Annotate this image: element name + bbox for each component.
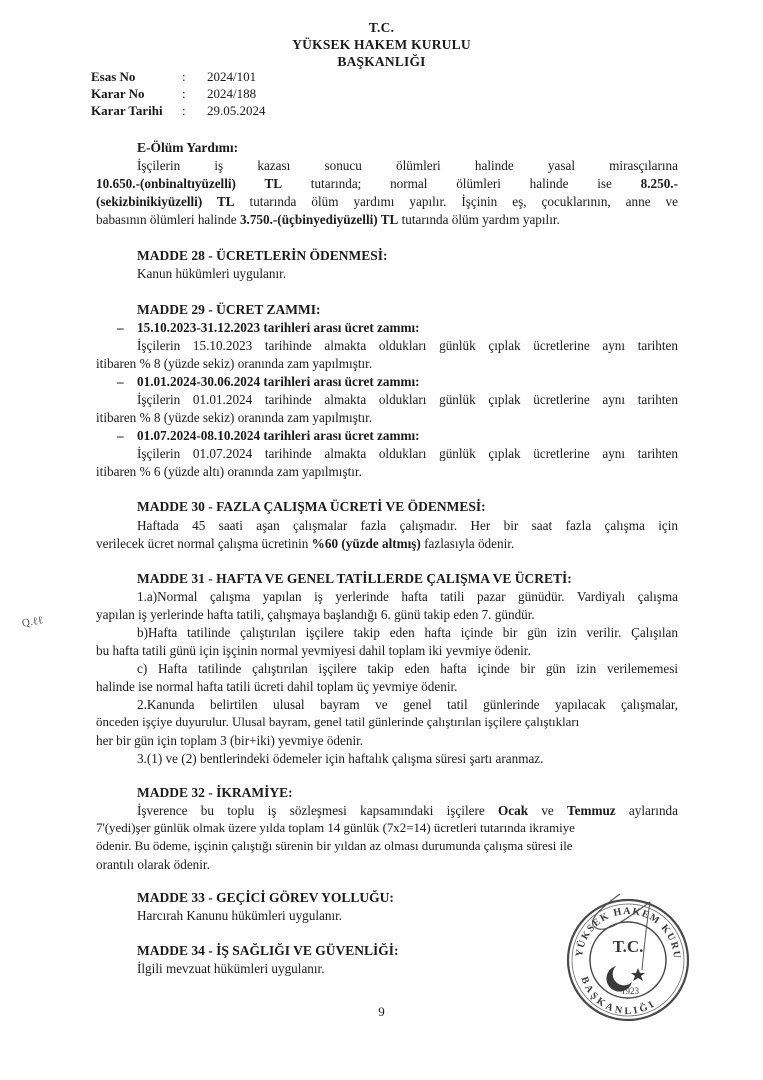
body-text: aylarında (615, 803, 678, 818)
meta-value-karar: 2024/188 (207, 86, 257, 101)
meta-value-esas: 2024/101 (207, 69, 257, 84)
article-heading-30: MADDE 30 - FAZLA ÇALIŞMA ÜCRETİ VE ÖDENMESİ: (137, 499, 486, 514)
body-line (96, 176, 678, 192)
body-line: Haftada 45 saati aşan çalışmalar fazla çalışmadır. Her bir saat fazla çalışma için (137, 518, 678, 533)
period-title: 01.01.2024-30.06.2024 tarihleri arası ücret zammı: (137, 374, 420, 389)
body-line: yapılan iş yerlerinde hafta tatili, çalışmaya başlandığı 6. günü takip eden 7. gündür. (96, 607, 535, 622)
body-text: ve (528, 803, 568, 818)
margin-initials: Q.ℓℓ (21, 614, 45, 630)
rate-bold: %60 (yüzde altmış) (311, 536, 421, 551)
month-bold: Temmuz (567, 803, 616, 818)
body-line (96, 212, 678, 228)
meta-value-tarih: 29.05.2024 (207, 103, 266, 118)
amount-bold: 10.650.-(onbinaltıyüzelli) TL (96, 176, 283, 191)
body-line: halinde ise normal hafta tatili ücreti dahil toplam üç yevmiye ödenir. (96, 679, 458, 694)
seal-graphic (558, 888, 698, 1028)
meta-colon: : (182, 103, 186, 118)
article-heading-29: MADDE 29 - ÜCRET ZAMMI: (137, 302, 321, 317)
body-line (96, 536, 678, 552)
bullet-dash: – (117, 320, 124, 335)
article-text: İlgili mevzuat hükümleri uygulanır. (137, 961, 325, 976)
official-seal (558, 888, 698, 1033)
seal-ring-top: YÜKSEK HAKEM KURU (573, 905, 683, 961)
body-line: İşçilerin 01.01.2024 tarihinde almakta oldukları günlük çıplak ücretlerine aynı tarihten (137, 392, 678, 407)
bullet-dash: – (117, 428, 124, 443)
article-heading-33: MADDE 33 - GEÇİCİ GÖREV YOLLUĞU: (137, 890, 394, 905)
article-heading-34: MADDE 34 - İŞ SAĞLIĞI VE GÜVENLİĞİ: (137, 943, 399, 958)
body-text: verilecek ücret normal çalışma ücretinin (96, 536, 312, 551)
body-line: 3.(1) ve (2) bentlerindeki ödemeler için haftalık çalışma süresi şartı aranmaz. (137, 751, 544, 766)
body-text: fazlasıyla ödenir. (420, 536, 515, 551)
body-line (137, 803, 678, 819)
meta-label-esas: Esas No (91, 69, 136, 84)
header-tc: T.C. (368, 20, 395, 35)
amount-bold: 8.250.- (640, 176, 678, 191)
body-line: İşçilerin 01.07.2024 tarihinde almakta oldukları günlük çıplak ücretlerine aynı tarihten (137, 446, 678, 461)
section-heading-e-olum: E-Ölüm Yardımı: (137, 140, 239, 155)
body-line: 7'(yedi)şer günlük olmak üzere yılda toplam 14 günlük (7x2=14) ücretleri tutarında ikramiye (96, 821, 575, 835)
meta-colon: : (182, 69, 186, 84)
body-text: tutarında ölüm yardım yapılır. (398, 212, 560, 227)
body-line: orantılı olarak ödenir. (96, 857, 210, 872)
body-line: İşçilerin 15.10.2023 tarihinde almakta oldukları günlük çıplak ücretlerine aynı tarihten (137, 338, 678, 353)
body-line: İşçilerin iş kazası sonucu ölümleri halinde yasal mirasçılarına (137, 158, 678, 173)
meta-colon: : (182, 86, 186, 101)
seal-center: T.C. (612, 937, 644, 956)
body-text: İşverence bu toplu iş sözleşmesi kapsamındaki işçilere (137, 803, 498, 818)
article-heading-31: MADDE 31 - HAFTA VE GENEL TATİLLERDE ÇALIŞMA VE ÜCRETİ: (137, 571, 572, 586)
body-line: ödenir. Bu ödeme, işçinin çalıştığı sürenin bir yıldan az olması durumunda çalışma süresi ile (96, 839, 573, 853)
body-line: 2.Kanunda belirtilen ulusal bayram ve genel tatil günlerinde yapılacak çalışmalar, (137, 697, 678, 712)
body-line: her bir gün için toplam 3 (bir+iki) yevmiye ödenir. (96, 733, 364, 748)
body-line: önceden işçiye duyurulur. Ulusal bayram, genel tatil günlerinde çalıştırılan işçilere çalıştıkları (96, 715, 580, 729)
body-line: 1.a)Normal çalışma yapılan iş yerlerinde hafta tatili pazar günüdür. Vardiyalı çalışma (137, 589, 678, 604)
page-number: 9 (378, 1004, 385, 1019)
article-heading-32: MADDE 32 - İKRAMİYE: (137, 785, 293, 800)
header-presidency: BAŞKANLIĞI (337, 54, 426, 69)
body-line: itibaren % 6 (yüzde altı) oranında zam yapılmıştır. (96, 464, 362, 479)
meta-label-karar: Karar No (91, 86, 145, 101)
body-line: itibaren % 8 (yüzde sekiz) oranında zam yapılmıştır. (96, 356, 373, 371)
body-line: b)Hafta tatilinde çalıştırılan işçilere takip eden hafta içinde bir gün izin verilir. Çalışılan (137, 625, 678, 640)
seal-year: 1923 (621, 986, 639, 996)
amount-bold: 3.750.-(üçbinyediyüzelli) TL (239, 212, 399, 227)
body-text: tutarında; normal ölümleri halinde ise (282, 176, 641, 191)
body-line (96, 194, 678, 210)
body-text: babasının ölümleri halinde (96, 212, 240, 227)
seal-ring-bottom: BAŞKANLIĞI (578, 975, 659, 1018)
meta-label-tarih: Karar Tarihi (91, 103, 163, 118)
header-institution: YÜKSEK HAKEM KURULU (292, 37, 471, 52)
month-bold: Ocak (498, 803, 529, 818)
period-title: 15.10.2023-31.12.2023 tarihleri arası ücret zammı: (137, 320, 420, 335)
article-heading-28: MADDE 28 - ÜCRETLERİN ÖDENMESİ: (137, 248, 388, 263)
body-line: itibaren % 8 (yüzde sekiz) oranında zam yapılmıştır. (96, 410, 373, 425)
article-text: Kanun hükümleri uygulanır. (137, 266, 287, 281)
article-text: Harcırah Kanunu hükümleri uygulanır. (137, 908, 343, 923)
period-title: 01.07.2024-08.10.2024 tarihleri arası ücret zammı: (137, 428, 420, 443)
body-text: tutarında ölüm yardımı yapılır. İşçinin eş, çocuklarının, anne ve (234, 194, 678, 209)
amount-bold: (sekizbinikiyüzelli) TL (96, 194, 235, 209)
bullet-dash: – (117, 374, 124, 389)
body-line: c) Hafta tatilinde çalıştırılan işçilere takip eden hafta içinde bir gün izin verilememesi (137, 661, 678, 676)
body-line: bu hafta tatili günü için işçinin normal yevmiyesi dahil toplam iki yevmiye ödenir. (96, 643, 531, 658)
